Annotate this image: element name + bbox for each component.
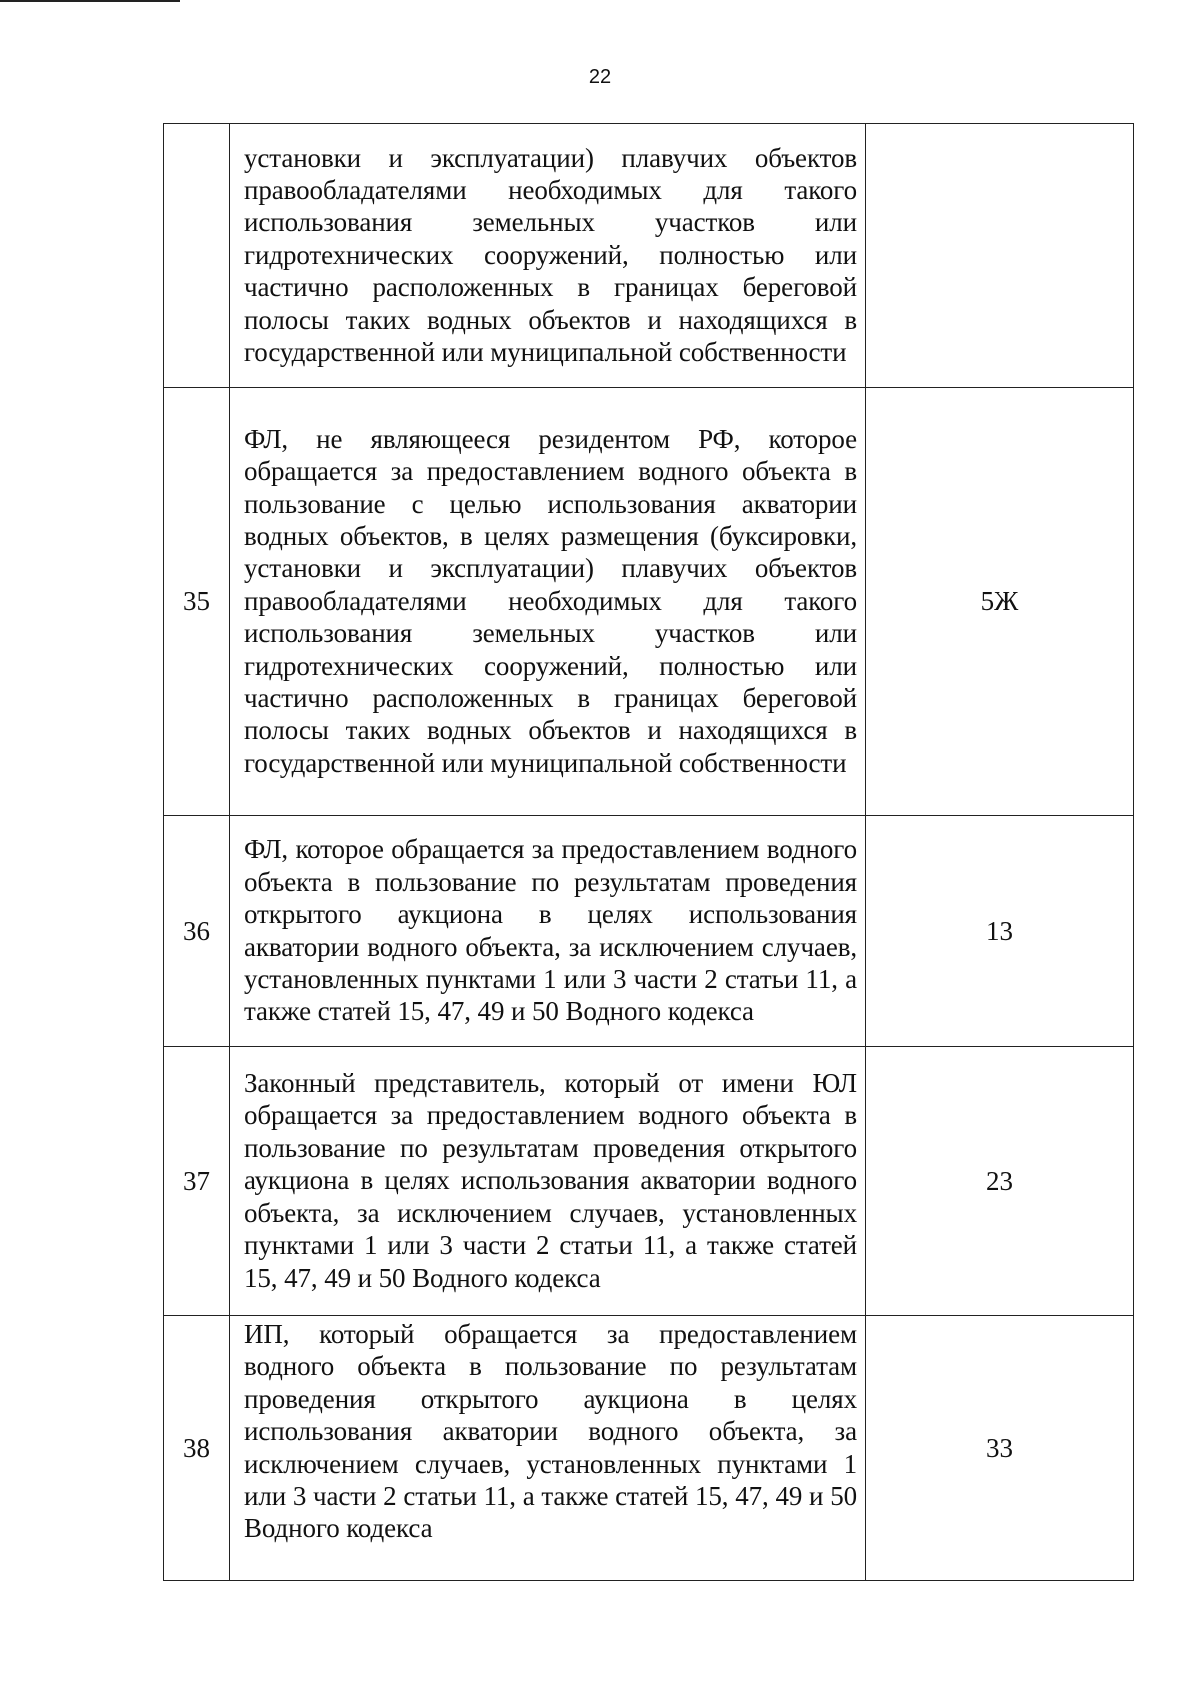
row-code-cell: 5Ж [866, 388, 1134, 816]
row-description-cell: ФЛ, не являющееся резидентом РФ, которое обращается за предоставлением водного объекта в пользование с целью использования акватории водных объектов, в целях размещения (буксировки, установки и эксплуатации) плавучих объектов правообладателями необходимых для такого использования земельных участков или гидротехнических сооружений, полностью или частично расположенных в границах береговой полосы таких водных объектов и находящихся в государственной или муниципальной собственности [230, 388, 866, 816]
row-description-cell: ФЛ, которое обращается за предоставлением водного объекта в пользование по результатам проведения открытого аукциона в целях использования акватории водного объекта, за исключением случаев, установленных пунктами 1 или 3 части 2 статьи 11, а также статей 15, 47, 49 и 50 Водного кодекса [230, 816, 866, 1047]
table-row [164, 1047, 1134, 1316]
top-edge-rule [0, 0, 180, 2]
table-row [164, 124, 1134, 388]
row-number-cell: 36 [164, 816, 230, 1047]
page-number: 22 [588, 66, 612, 88]
row-number-cell: 35 [164, 388, 230, 816]
row-code-cell: 23 [866, 1047, 1134, 1316]
row-description-cell: Законный представитель, который от имени ЮЛ обращается за предоставлением водного объекта в пользование по результатам проведения открытого аукциона в целях использования акватории водного объекта, за исключением случаев, установленных пунктами 1 или 3 части 2 статьи 11, а также статей 15, 47, 49 и 50 Водного кодекса [230, 1047, 866, 1316]
row-number-cell: 38 [164, 1316, 230, 1581]
document-table [163, 123, 1134, 1581]
row-description-cell: ИП, который обращается за предоставлением водного объекта в пользование по результатам проведения открытого аукциона в целях использования акватории водного объекта, за исключением случаев, установленных пунктами 1 или 3 части 2 статьи 11, а также статей 15, 47, 49 и 50 Водного кодекса [230, 1316, 866, 1581]
row-code-cell [866, 124, 1134, 388]
row-description-cell: установки и эксплуатации) плавучих объектов правообладателями необходимых для такого использования земельных участков или гидротехнических сооружений, полностью или частично расположенных в границах береговой полосы таких водных объектов и находящихся в государственной или муниципальной собственности [230, 124, 866, 388]
table-row [164, 1316, 1134, 1581]
table-row [164, 816, 1134, 1047]
table-row [164, 388, 1134, 816]
row-code-cell: 13 [866, 816, 1134, 1047]
row-number-cell [164, 124, 230, 388]
row-code-cell: 33 [866, 1316, 1134, 1581]
row-number-cell: 37 [164, 1047, 230, 1316]
